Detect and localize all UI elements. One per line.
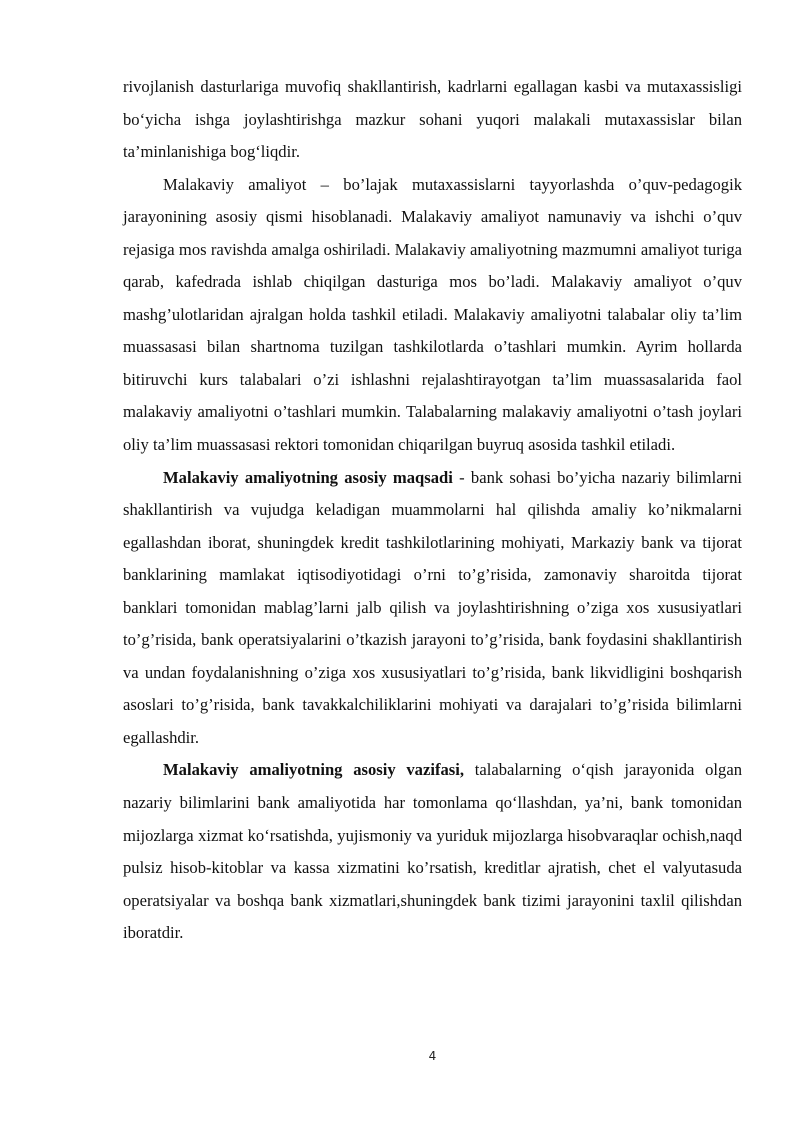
paragraph-practice-goal: [123, 462, 742, 755]
paragraph-text: rivojlanish dasturlariga muvofiq shakllantirish, kadrlarni egallagan kasbi va mutaxassisligi bo‘yicha ishga joylashtirishga mazkur sohani yuqori malakali mutaxassislar bilan ta’minlanishiga bog‘liqdir.: [123, 77, 742, 162]
paragraph-text: - bank sohasi bo’yicha nazariy bilimlarni shakllantirish va vujudga keladigan muammolarni hal qilishda amaliy ko’nikmalarni egallashdan iborat, shuningdek kredit tashkilotlarining mohiyati, Markaziy bank va tijorat banklarining mamlakat iqtisodiyotidagi o’rni to’g’risida, zamonaviy sharoitda tijorat banklari tomonidan mablag’larni jalb qilish va joylashtirishning o’ziga xos xususiyatlari to’g’risida, bank operatsiyalarini o’tkazish jarayoni to’g’risida, bank foydasini shakllantirish va undan foydalanishning o’ziga xos xususiyatlari to’g’risida, bank likvidligini boshqarish asoslari to’g’risida, bank tavakkalchiliklarini mohiyati va darajalari to’g’risida bilimlarni egallashdir.: [123, 467, 742, 747]
paragraph-lead-heading: Malakaviy amaliyotning asosiy vazifasi,: [163, 760, 464, 780]
paragraph-practice-task: [123, 754, 742, 949]
paragraph-text: Malakaviy amaliyot – bo’lajak mutaxassislarni tayyorlashda o’quv-pedagogik jarayonining asosiy qismi hisoblanadi. Malakaviy amaliyot namunaviy va ishchi o’quv rejasiga mos ravishda amalga oshiriladi. Malakaviy amaliyotning mazmumni amaliyot turiga qarab, kafedrada ishlab chiqilgan dasturiga mos bo’ladi. Malakaviy amaliyot o’quv mashg’ulotlaridan ajralgan holda tashkil etiladi. Malakaviy amaliyotni talabalar oliy ta’lim muassasasi bilan shartnoma tuzilgan tashkilotlarda o’tashlari mumkin. Ayrim hollarda bitiruvchi kurs talabalari o’zi ishlashni rejalashtirayotgan ta’lim muassasalarida faol malakaviy amaliyotni o’tashlari mumkin. Talabalarning malakaviy amaliyotni o’tash joylari oliy ta’lim muassasasi rektori tomonidan chiqarilgan buyruq asosida tashkil etiladi.: [123, 174, 742, 455]
page-number: 4: [428, 1049, 437, 1063]
paragraph-text: talabalarning o‘qish jarayonida olgan nazariy bilimlarini bank amaliyotida har tomonlama qo‘llashdan, ya’ni, bank tomonidan mijozlarga xizmat ko‘rsatishda, yujismoniy va yuriduk mijozlarga hisobvaraqlar ochish,naqd pulsiz hisob-kitoblar va kassa xizmatini ko’rsatish, kreditlar ajratish, chet el valyutasuda operatsiyalar va boshqa bank xizmatlari,shuningdek bank tizimi jarayonini taxlil qilishdan iboratdir.: [123, 760, 742, 943]
paragraph-practice-definition: [123, 169, 742, 462]
paragraph-lead-heading: Malakaviy amaliyotning asosiy maqsadi: [163, 467, 453, 487]
paragraph-continuation: [123, 71, 742, 169]
document-page: [123, 71, 742, 950]
